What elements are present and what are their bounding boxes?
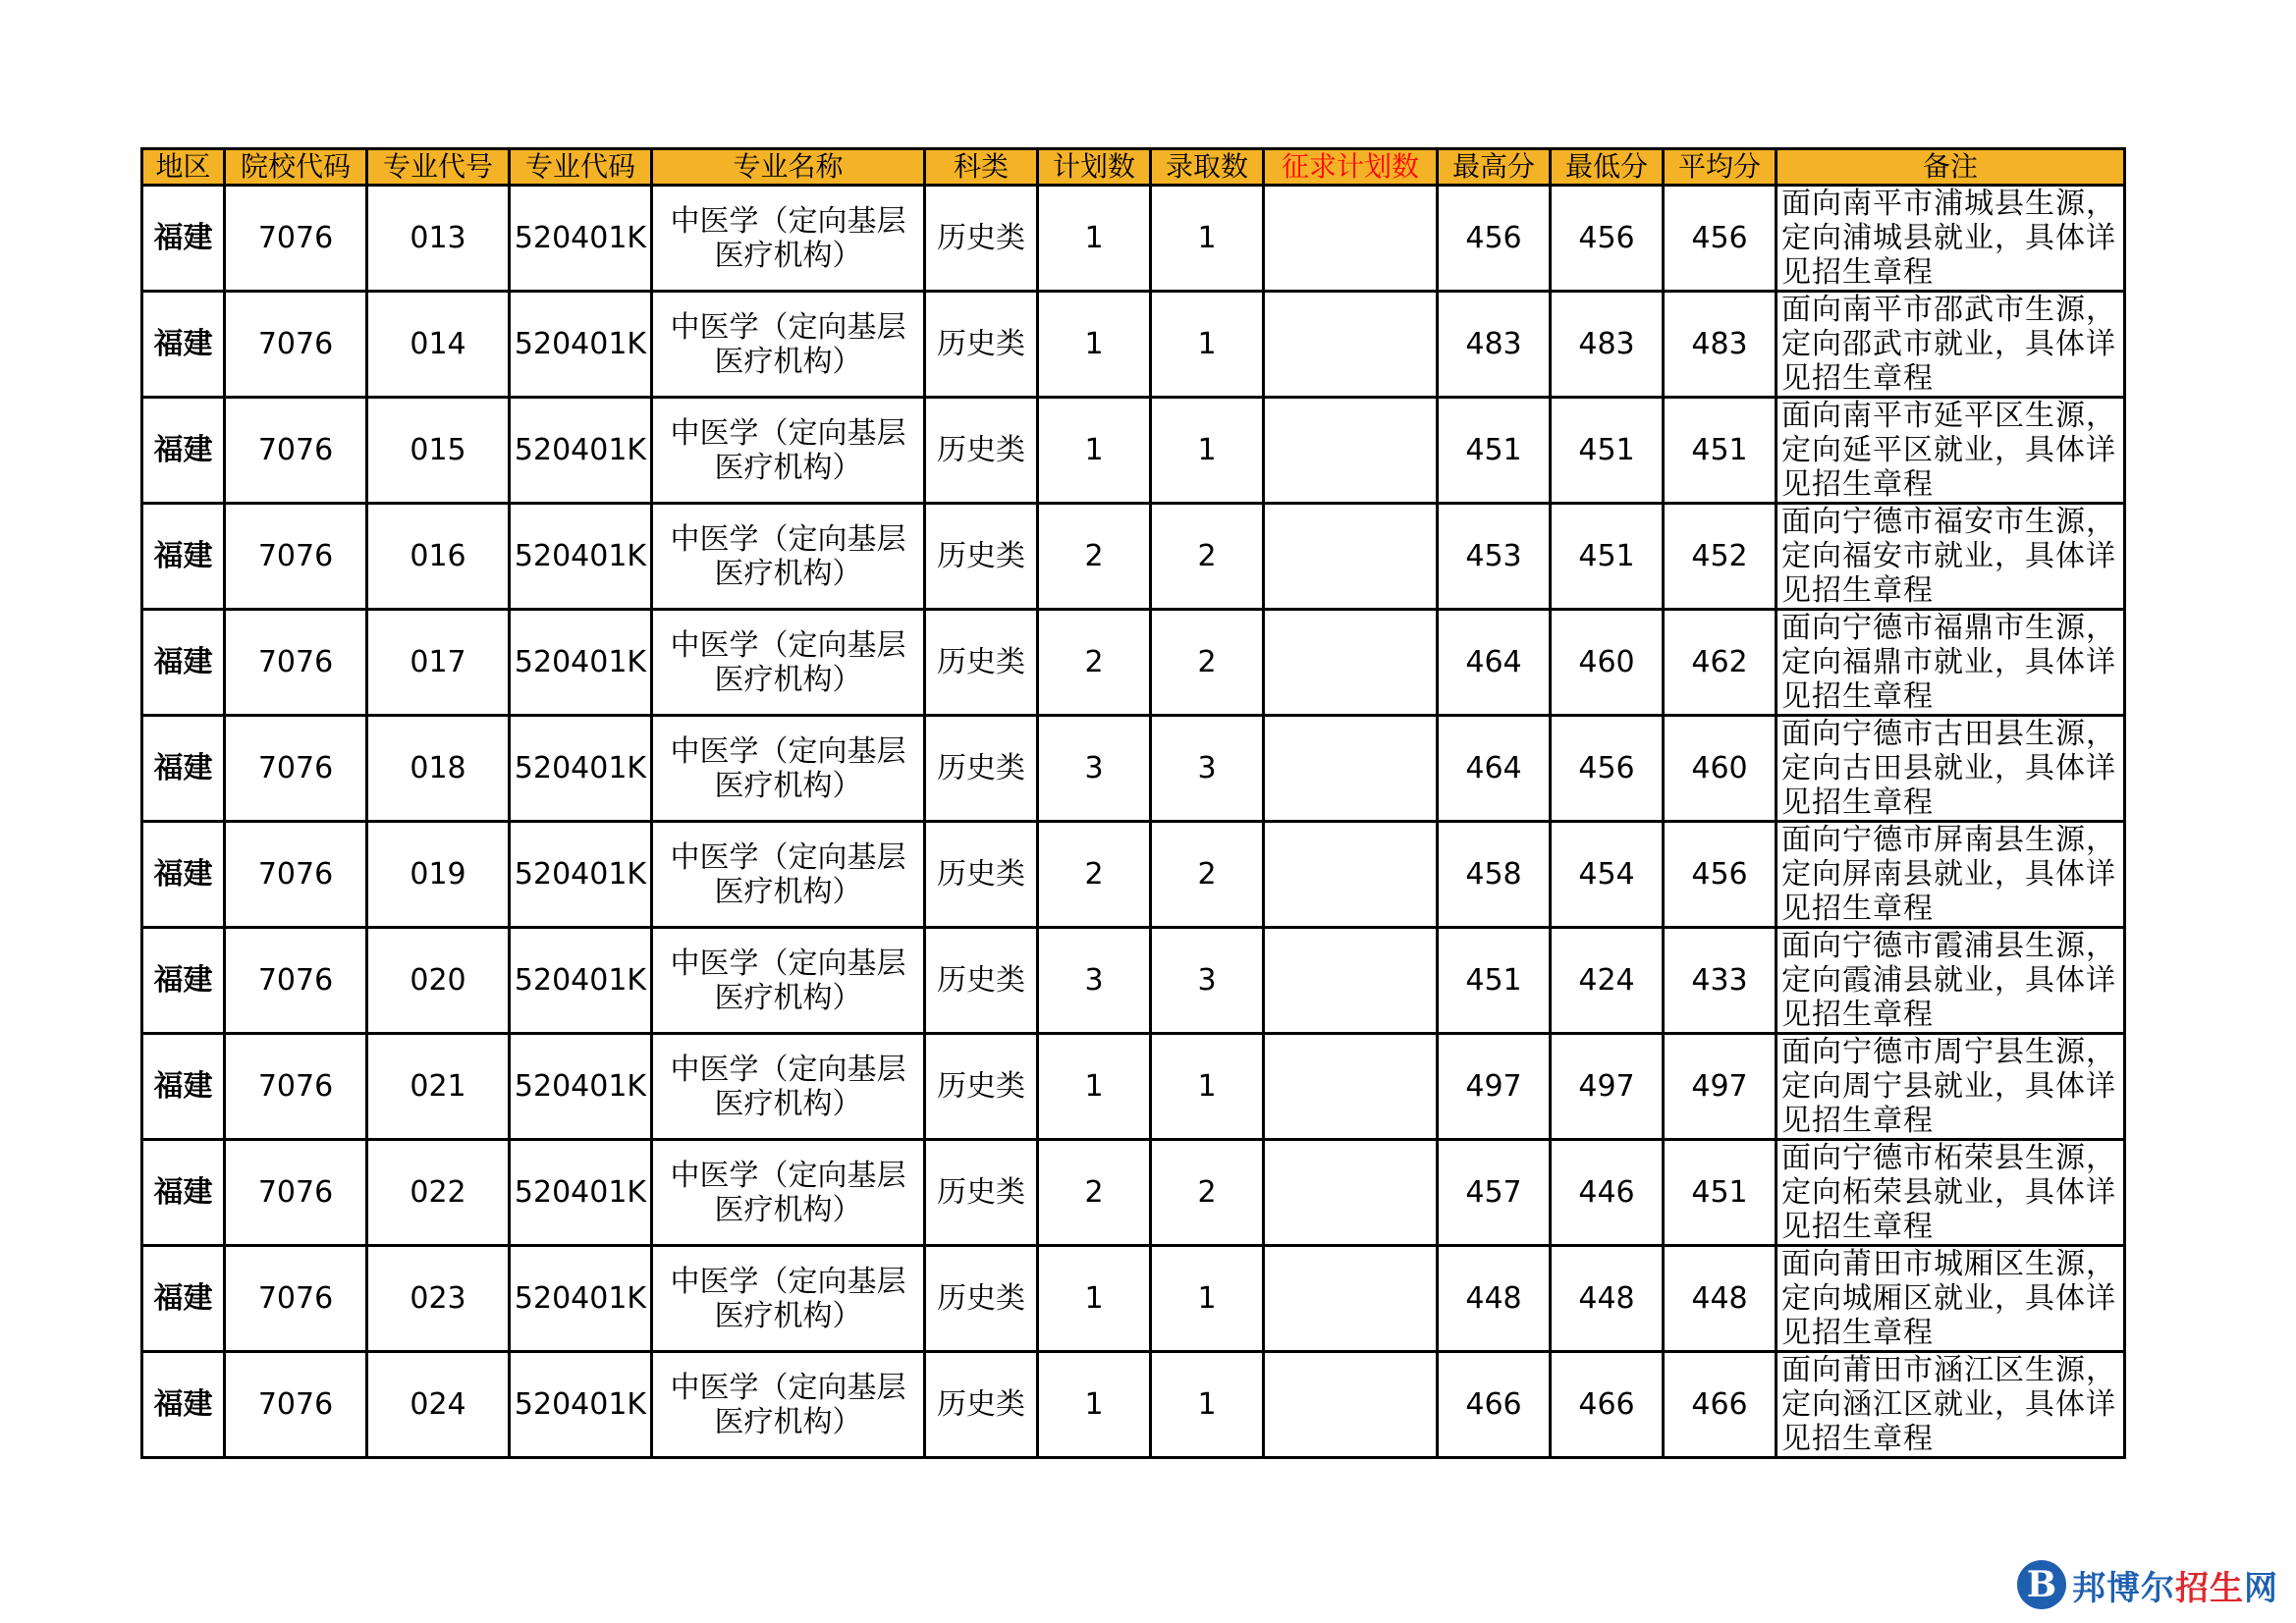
cell-school-code: 7076: [225, 1352, 367, 1458]
table-row: [142, 822, 2125, 928]
cell-note-line: 面向宁德市福鼎市生源，: [1781, 611, 2116, 645]
cell-supplement-plan: [1264, 822, 1438, 928]
cell-note-line: 定向周宁县就业，具体详: [1781, 1069, 2116, 1104]
header-major-code: 专业代码: [510, 149, 652, 186]
cell-avg-score: 451: [1664, 398, 1777, 504]
cell-region: 福建: [142, 610, 225, 716]
header-admitted: 录取数: [1151, 149, 1264, 186]
cell-max-score: 453: [1438, 504, 1551, 610]
cell-school-code: 7076: [225, 504, 367, 610]
cell-major-name: [652, 1034, 925, 1140]
cell-max-score: 464: [1438, 716, 1551, 822]
cell-major-name-line: 医疗机构）: [714, 874, 862, 909]
cell-max-score: 457: [1438, 1140, 1551, 1246]
cell-major-name-line: 医疗机构）: [714, 1404, 862, 1439]
cell-major-name-line: 中医学（定向基层: [670, 839, 906, 875]
cell-admitted: 1: [1151, 398, 1264, 504]
cell-avg-score: 483: [1664, 292, 1777, 398]
cell-category: 历史类: [925, 928, 1038, 1034]
cell-school-code: 7076: [225, 1246, 367, 1352]
cell-major-code: 520401K: [510, 398, 652, 504]
cell-note: [1777, 1034, 2125, 1140]
cell-note-line: 定向浦城县就业，具体详: [1781, 221, 2116, 255]
cell-major-name-line: 中医学（定向基层: [670, 203, 906, 239]
cell-major-code: 520401K: [510, 610, 652, 716]
table-row: [142, 1140, 2125, 1246]
cell-major-code: 520401K: [510, 928, 652, 1034]
cell-major-code: 520401K: [510, 1352, 652, 1458]
table-row: [142, 928, 2125, 1034]
cell-supplement-plan: [1264, 292, 1438, 398]
cell-major-name-line: 中医学（定向基层: [670, 309, 906, 345]
cell-major-name-line: 医疗机构）: [714, 768, 862, 803]
cell-supplement-plan: [1264, 1246, 1438, 1352]
cell-major-code: 520401K: [510, 1140, 652, 1246]
cell-major-name: [652, 292, 925, 398]
cell-note-line: 定向古田县就业，具体详: [1781, 751, 2116, 785]
cell-note-line: 定向邵武市就业，具体详: [1781, 327, 2116, 361]
cell-major-name-line: 中医学（定向基层: [670, 1052, 906, 1087]
header-note: 备注: [1777, 149, 2125, 186]
cell-note-line: 面向宁德市福安市生源，: [1781, 505, 2116, 539]
cell-major-no: 023: [367, 1246, 510, 1352]
cell-major-name-line: 医疗机构）: [714, 344, 862, 379]
cell-category: 历史类: [925, 1140, 1038, 1246]
cell-note-line: 定向柘荣县就业，具体详: [1781, 1175, 2116, 1210]
brand-logo-icon: B: [2017, 1560, 2066, 1609]
cell-supplement-plan: [1264, 716, 1438, 822]
cell-school-code: 7076: [225, 1034, 367, 1140]
cell-plan: 1: [1038, 1034, 1151, 1140]
cell-region: 福建: [142, 1246, 225, 1352]
brand-name-accent: 招生: [2175, 1568, 2244, 1608]
site-watermark: [2017, 1560, 2278, 1609]
cell-note-line: 见招生章程: [1781, 892, 1934, 926]
cell-major-no: 015: [367, 398, 510, 504]
cell-supplement-plan: [1264, 610, 1438, 716]
cell-major-name-line: 中医学（定向基层: [670, 733, 906, 769]
cell-major-no: 024: [367, 1352, 510, 1458]
cell-school-code: 7076: [225, 186, 367, 292]
table-row: [142, 292, 2125, 398]
cell-category: 历史类: [925, 822, 1038, 928]
cell-plan: 1: [1038, 292, 1151, 398]
cell-major-code: 520401K: [510, 504, 652, 610]
table-row: [142, 716, 2125, 822]
cell-note-line: 见招生章程: [1781, 361, 1934, 396]
cell-note-line: 见招生章程: [1781, 785, 1934, 820]
cell-note-line: 见招生章程: [1781, 467, 1934, 502]
cell-major-name-line: 中医学（定向基层: [670, 1158, 906, 1193]
cell-note: [1777, 610, 2125, 716]
brand-name-main: 邦博尔: [2072, 1568, 2175, 1608]
cell-max-score: 464: [1438, 610, 1551, 716]
cell-avg-score: 452: [1664, 504, 1777, 610]
cell-note-line: 面向宁德市古田县生源，: [1781, 717, 2116, 751]
cell-supplement-plan: [1264, 398, 1438, 504]
cell-note: [1777, 186, 2125, 292]
header-plan: 计划数: [1038, 149, 1151, 186]
cell-note-line: 定向福鼎市就业，具体详: [1781, 645, 2116, 679]
table-row: [142, 504, 2125, 610]
cell-plan: 2: [1038, 610, 1151, 716]
cell-note-line: 见招生章程: [1781, 679, 1934, 714]
cell-region: 福建: [142, 928, 225, 1034]
cell-max-score: 466: [1438, 1352, 1551, 1458]
cell-admitted: 3: [1151, 928, 1264, 1034]
cell-note: [1777, 398, 2125, 504]
cell-major-no: 013: [367, 186, 510, 292]
cell-region: 福建: [142, 1352, 225, 1458]
header-supplement-plan: 征求计划数: [1264, 149, 1438, 186]
cell-avg-score: 433: [1664, 928, 1777, 1034]
cell-admitted: 1: [1151, 186, 1264, 292]
cell-major-name-line: 医疗机构）: [714, 980, 862, 1015]
cell-major-name: [652, 186, 925, 292]
cell-major-name-line: 医疗机构）: [714, 450, 862, 485]
cell-note-line: 见招生章程: [1781, 573, 1934, 608]
cell-major-name: [652, 1246, 925, 1352]
brand-name-tail: 网: [2244, 1568, 2278, 1608]
cell-admitted: 1: [1151, 1034, 1264, 1140]
cell-plan: 1: [1038, 186, 1151, 292]
cell-major-code: 520401K: [510, 1246, 652, 1352]
cell-admitted: 2: [1151, 610, 1264, 716]
cell-note: [1777, 1246, 2125, 1352]
cell-max-score: 456: [1438, 186, 1551, 292]
cell-major-name-line: 医疗机构）: [714, 238, 862, 273]
cell-major-name-line: 医疗机构）: [714, 662, 862, 697]
cell-avg-score: 448: [1664, 1246, 1777, 1352]
cell-admitted: 2: [1151, 1140, 1264, 1246]
cell-supplement-plan: [1264, 1034, 1438, 1140]
cell-major-name: [652, 1352, 925, 1458]
cell-major-name: [652, 504, 925, 610]
header-major-no: 专业代号: [367, 149, 510, 186]
header-school-code: 院校代码: [225, 149, 367, 186]
cell-major-no: 020: [367, 928, 510, 1034]
cell-major-name-line: 中医学（定向基层: [670, 1264, 906, 1299]
cell-region: 福建: [142, 504, 225, 610]
cell-major-no: 014: [367, 292, 510, 398]
cell-major-code: 520401K: [510, 186, 652, 292]
cell-category: 历史类: [925, 1352, 1038, 1458]
admission-score-table: [140, 147, 2126, 1459]
cell-major-name-line: 医疗机构）: [714, 1086, 862, 1121]
cell-max-score: 448: [1438, 1246, 1551, 1352]
cell-note-line: 面向宁德市霞浦县生源，: [1781, 929, 2116, 963]
cell-major-name-line: 中医学（定向基层: [670, 415, 906, 451]
cell-school-code: 7076: [225, 716, 367, 822]
table-row: [142, 1246, 2125, 1352]
cell-major-code: 520401K: [510, 716, 652, 822]
cell-note: [1777, 504, 2125, 610]
cell-major-code: 520401K: [510, 1034, 652, 1140]
cell-plan: 1: [1038, 1246, 1151, 1352]
cell-note-line: 面向南平市延平区生源，: [1781, 399, 2116, 433]
cell-plan: 3: [1038, 928, 1151, 1034]
cell-major-code: 520401K: [510, 292, 652, 398]
table-row: [142, 186, 2125, 292]
cell-admitted: 3: [1151, 716, 1264, 822]
cell-admitted: 2: [1151, 822, 1264, 928]
cell-region: 福建: [142, 822, 225, 928]
cell-major-name-line: 医疗机构）: [714, 1192, 862, 1227]
cell-avg-score: 451: [1664, 1140, 1777, 1246]
cell-note-line: 面向宁德市周宁县生源，: [1781, 1035, 2116, 1069]
cell-category: 历史类: [925, 398, 1038, 504]
header-major-name: 专业名称: [652, 149, 925, 186]
cell-min-score: 446: [1551, 1140, 1664, 1246]
header-avg-score: 平均分: [1664, 149, 1777, 186]
cell-major-name: [652, 716, 925, 822]
cell-note-line: 见招生章程: [1781, 998, 1934, 1032]
cell-note-line: 面向宁德市屏南县生源，: [1781, 823, 2116, 857]
cell-note-line: 面向莆田市城厢区生源，: [1781, 1247, 2116, 1281]
table-body: [142, 186, 2125, 1458]
cell-category: 历史类: [925, 1246, 1038, 1352]
cell-min-score: 456: [1551, 186, 1664, 292]
header-category: 科类: [925, 149, 1038, 186]
cell-major-no: 022: [367, 1140, 510, 1246]
cell-avg-score: 462: [1664, 610, 1777, 716]
cell-major-no: 017: [367, 610, 510, 716]
cell-category: 历史类: [925, 716, 1038, 822]
cell-region: 福建: [142, 186, 225, 292]
cell-min-score: 456: [1551, 716, 1664, 822]
cell-note-line: 定向延平区就业，具体详: [1781, 433, 2116, 467]
cell-note-line: 面向宁德市柘荣县生源，: [1781, 1141, 2116, 1175]
cell-avg-score: 456: [1664, 186, 1777, 292]
header-min-score: 最低分: [1551, 149, 1664, 186]
cell-avg-score: 466: [1664, 1352, 1777, 1458]
cell-category: 历史类: [925, 504, 1038, 610]
cell-category: 历史类: [925, 610, 1038, 716]
cell-region: 福建: [142, 292, 225, 398]
cell-major-name: [652, 928, 925, 1034]
cell-admitted: 1: [1151, 1246, 1264, 1352]
cell-note-line: 定向福安市就业，具体详: [1781, 539, 2116, 573]
cell-note-line: 面向南平市邵武市生源，: [1781, 293, 2116, 327]
cell-major-name-line: 医疗机构）: [714, 556, 862, 591]
table-row: [142, 610, 2125, 716]
table-row: [142, 398, 2125, 504]
cell-max-score: 483: [1438, 292, 1551, 398]
cell-avg-score: 460: [1664, 716, 1777, 822]
cell-plan: 3: [1038, 716, 1151, 822]
cell-note-line: 定向涵江区就业，具体详: [1781, 1387, 2116, 1422]
cell-min-score: 451: [1551, 504, 1664, 610]
cell-supplement-plan: [1264, 928, 1438, 1034]
cell-max-score: 497: [1438, 1034, 1551, 1140]
cell-note-line: 定向霞浦县就业，具体详: [1781, 963, 2116, 998]
cell-school-code: 7076: [225, 292, 367, 398]
cell-supplement-plan: [1264, 1352, 1438, 1458]
cell-min-score: 466: [1551, 1352, 1664, 1458]
cell-max-score: 451: [1438, 928, 1551, 1034]
cell-admitted: 1: [1151, 292, 1264, 398]
cell-major-name-line: 中医学（定向基层: [670, 627, 906, 663]
cell-region: 福建: [142, 1140, 225, 1246]
cell-min-score: 460: [1551, 610, 1664, 716]
cell-plan: 2: [1038, 822, 1151, 928]
header-region: 地区: [142, 149, 225, 186]
cell-note-line: 见招生章程: [1781, 1210, 1934, 1244]
cell-plan: 1: [1038, 1352, 1151, 1458]
cell-category: 历史类: [925, 1034, 1038, 1140]
cell-major-name: [652, 1140, 925, 1246]
cell-note: [1777, 716, 2125, 822]
cell-avg-score: 456: [1664, 822, 1777, 928]
cell-school-code: 7076: [225, 610, 367, 716]
cell-note: [1777, 928, 2125, 1034]
cell-supplement-plan: [1264, 1140, 1438, 1246]
brand-name: [2072, 1561, 2278, 1609]
cell-region: 福建: [142, 398, 225, 504]
cell-max-score: 451: [1438, 398, 1551, 504]
admission-table-container: [140, 147, 2126, 1459]
cell-admitted: 2: [1151, 504, 1264, 610]
cell-major-name-line: 医疗机构）: [714, 1298, 862, 1333]
header-row: [142, 149, 2125, 186]
cell-major-no: 016: [367, 504, 510, 610]
cell-plan: 2: [1038, 1140, 1151, 1246]
cell-supplement-plan: [1264, 504, 1438, 610]
cell-min-score: 451: [1551, 398, 1664, 504]
cell-note: [1777, 1140, 2125, 1246]
cell-note-line: 见招生章程: [1781, 1104, 1934, 1138]
cell-min-score: 497: [1551, 1034, 1664, 1140]
cell-school-code: 7076: [225, 822, 367, 928]
cell-major-name-line: 中医学（定向基层: [670, 521, 906, 557]
cell-supplement-plan: [1264, 186, 1438, 292]
cell-max-score: 458: [1438, 822, 1551, 928]
cell-major-name: [652, 822, 925, 928]
cell-note-line: 见招生章程: [1781, 255, 1934, 290]
cell-category: 历史类: [925, 186, 1038, 292]
header-max-score: 最高分: [1438, 149, 1551, 186]
cell-school-code: 7076: [225, 928, 367, 1034]
cell-note-line: 定向屏南县就业，具体详: [1781, 857, 2116, 892]
cell-note-line: 见招生章程: [1781, 1422, 1934, 1456]
cell-min-score: 448: [1551, 1246, 1664, 1352]
table-row: [142, 1352, 2125, 1458]
cell-major-no: 021: [367, 1034, 510, 1140]
cell-note-line: 见招生章程: [1781, 1316, 1934, 1350]
cell-plan: 2: [1038, 504, 1151, 610]
cell-admitted: 1: [1151, 1352, 1264, 1458]
cell-note: [1777, 822, 2125, 928]
cell-min-score: 424: [1551, 928, 1664, 1034]
cell-category: 历史类: [925, 292, 1038, 398]
table-row: [142, 1034, 2125, 1140]
cell-major-name: [652, 610, 925, 716]
cell-note-line: 面向南平市浦城县生源，: [1781, 187, 2116, 221]
cell-major-name-line: 中医学（定向基层: [670, 946, 906, 981]
cell-major-no: 018: [367, 716, 510, 822]
cell-major-name: [652, 398, 925, 504]
cell-note-line: 定向城厢区就业，具体详: [1781, 1281, 2116, 1316]
cell-region: 福建: [142, 1034, 225, 1140]
cell-avg-score: 497: [1664, 1034, 1777, 1140]
cell-note-line: 面向莆田市涵江区生源，: [1781, 1353, 2116, 1387]
cell-region: 福建: [142, 716, 225, 822]
cell-school-code: 7076: [225, 398, 367, 504]
cell-school-code: 7076: [225, 1140, 367, 1246]
cell-major-name-line: 中医学（定向基层: [670, 1370, 906, 1405]
cell-note: [1777, 292, 2125, 398]
cell-min-score: 483: [1551, 292, 1664, 398]
cell-major-no: 019: [367, 822, 510, 928]
cell-plan: 1: [1038, 398, 1151, 504]
cell-note: [1777, 1352, 2125, 1458]
cell-min-score: 454: [1551, 822, 1664, 928]
cell-major-code: 520401K: [510, 822, 652, 928]
